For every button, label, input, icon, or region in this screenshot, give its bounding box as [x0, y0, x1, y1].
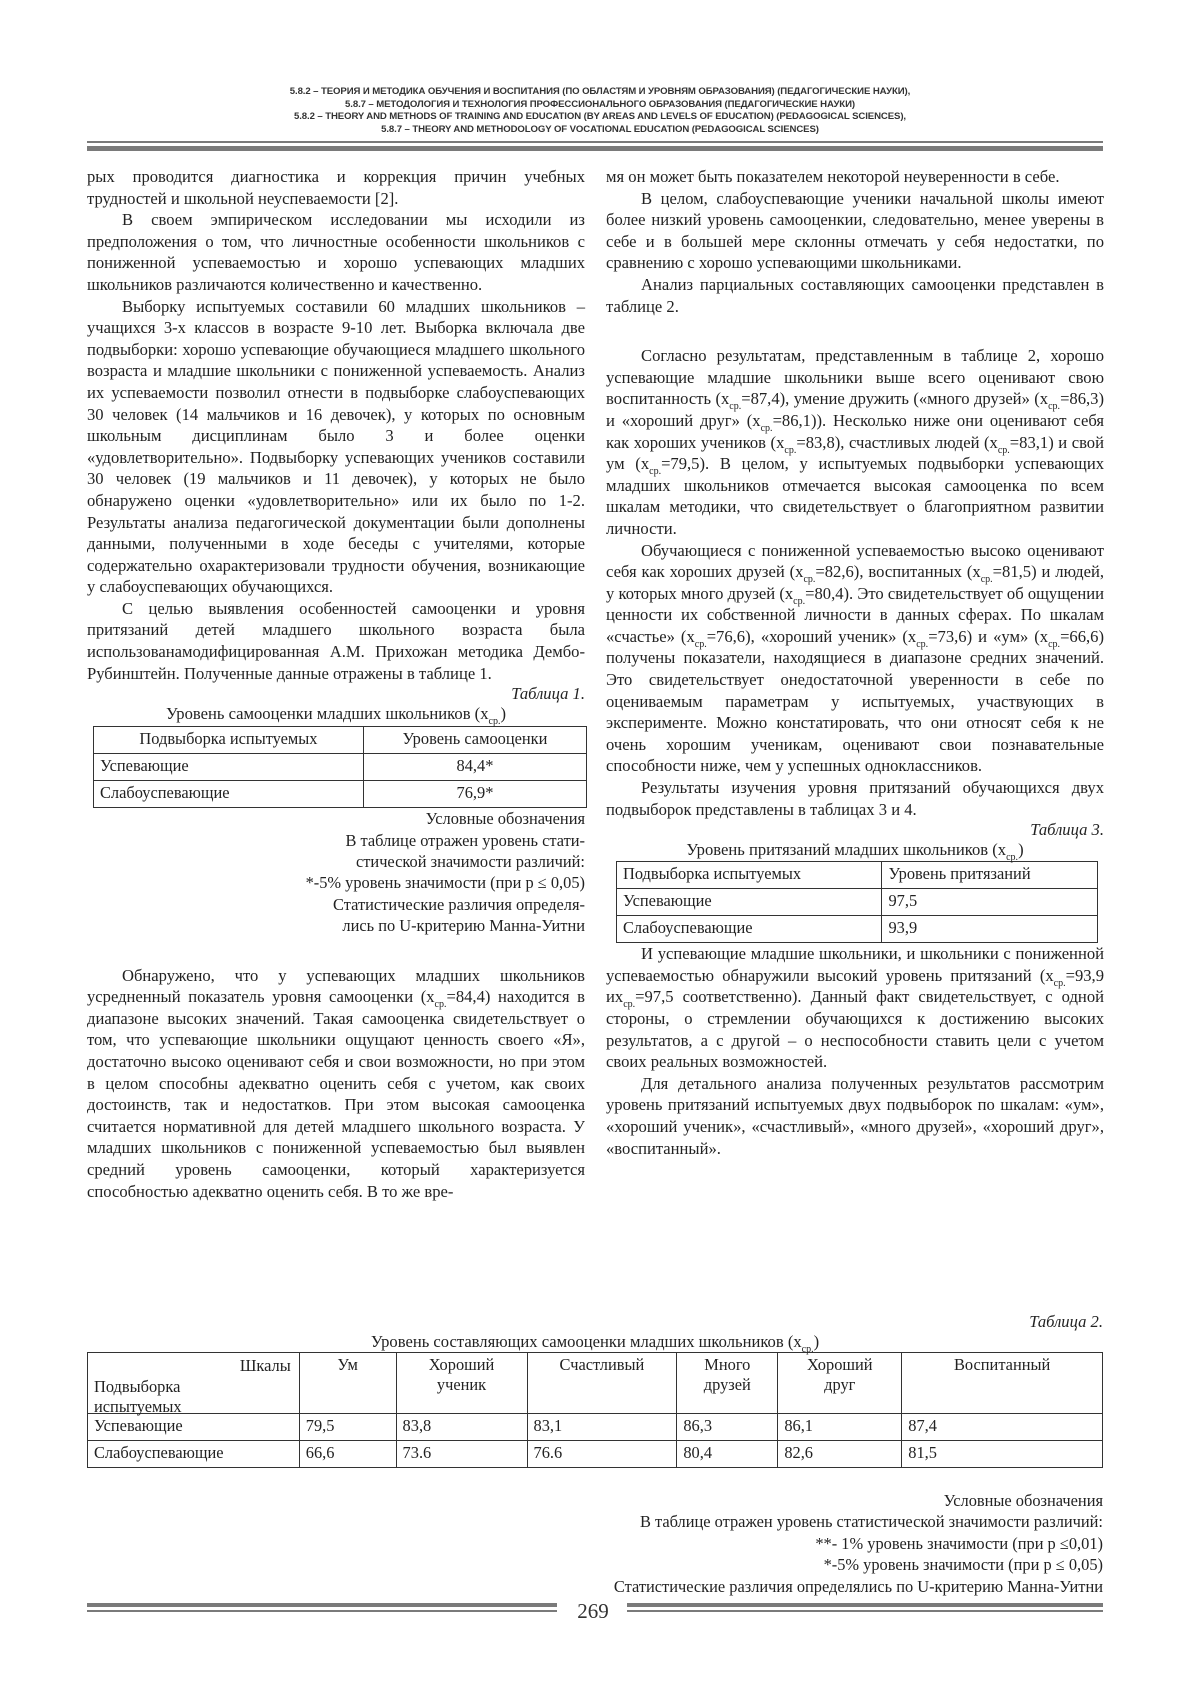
table-row: [88, 1414, 1103, 1441]
note-line: *-5% уровень значимости (при p ≤ 0,05): [823, 1555, 1103, 1575]
paragraph: С целью выявления особенностей самооценки и уровня притязаний детей младшего школьного возраста была использованамодифицированная А.М. Прихожан методика Дембо-Рубинштейн. Полученные данные отражены в таблице 1.: [87, 598, 585, 683]
table-cell: 66,6: [299, 1441, 396, 1468]
table3: [616, 861, 1098, 943]
table-cell: Слабоуспевающие: [617, 916, 882, 943]
table-row: [94, 781, 587, 808]
table-header-cell: Уровень притязаний: [882, 862, 1098, 889]
header-rule-thick: [87, 146, 1103, 151]
footer-rule-right-thin: [627, 1610, 1103, 1612]
note-line: стической значимости различий:: [355, 852, 585, 872]
table-cell: Слабоуспевающие: [94, 781, 364, 808]
paragraph: рых проводится диагностика и коррекция причин учебных трудностей и школьной неуспеваемости [2].: [87, 167, 585, 208]
note-line: В таблице отражен уровень стати-: [345, 830, 585, 850]
table-header-cell: Хороший друг: [778, 1353, 902, 1414]
paragraph: Обнаружено, что у успевающих младших школьников усредненный показатель уровня самооценки $(x_{ср.}=84,4)$ находится в диапазоне высоких значений. Такая самооценка свидетельствует о том, что успевающие школьники ощущают ценность своего «Я», достаточно высоко оценивают себя и свои возможности, но при этом в целом способны адекватно оценить себя с учетом, как своих достоинств, так и недостатков. При этом высокая самооценка считается нормативной для детей младшего школьного возраста. У младших школьников с пониженной успеваемостью был выявлен средний уровень самооценки, который характеризуется способностью адекватно оценить себя. В то же вре-: [87, 965, 585, 1201]
table-header-cell: Подвыборка испытуемых: [617, 862, 882, 889]
paragraph: И успевающие младшие школьники, и школьники с пониженной успеваемостью обнаружили высокий уровень притязаний ($x_{ср.}=93,9$ $иx_{ср.}=97,5$ соответственно). Данный факт свидетельствует, с одной стороны, о стремлении обучающихся к достижению высоких результатов, а с другой – о неспособности ставить цели с учетом своих реальных возможностей.: [606, 944, 1104, 1072]
table-header-cell: Счастливый: [527, 1353, 677, 1414]
note-line: **- 1% уровень значимости (при p ≤0,01): [815, 1533, 1103, 1553]
running-head: [0, 86, 1200, 136]
paragraph: Выборку испытуемых составили 60 младших школьников – учащихся 3-х классов в возрасте 9-10 лет. Выборка включала две подвыборки: хорошо успевающие обучающиеся младшего школьного возраста и младшие школьники с пониженной успеваемость. Анализ их успеваемости позволил отнести в подвыборке слабоуспевающих 30 человек (14 мальчиков и 16 девочек), у которых по основным школьным дисциплинам было 3 и более оценки «удовлетворительно». Подвыборку успевающих учеников составили 30 человек (19 мальчиков и 11 девочек), у которых не было обнаружено оценки «удовлетворительно» или их было по 1-2. Результаты анализа педагогической документации были дополнены данными, полученными в ходе беседы с учителями, которые содержательно охарактеризовали трудности обучения, возникающие у слабоуспевающих обучающихся.: [87, 296, 585, 597]
table2-notes: [614, 1490, 1103, 1597]
paragraph: Согласно результатам, представленным в таблице 2, хорошо успевающие младшие школьники выше всего оценивают свою воспитанность $(x_{ср.}=87,4)$, умение дружить («много друзей» $(x_{ср.}=86,3)$ и «хороший друг» $(x_{ср.}=86,1)$). Несколько ниже они оценивают себя как хороших учеников $(x_{ср.}=83,8)$, счастливых людей $(x_{ср.}=83,1)$ и свой ум $(x_{ср.}=79,5)$. В целом, у испытуемых подвыборки успевающих младших школьников отмечается высокая самооценка по всем шкалам методики, что свидетельствует о благоприятном развитии личности.: [606, 346, 1104, 538]
note-line: Условные обозначения: [943, 1491, 1103, 1510]
table-row: [88, 1441, 1103, 1468]
left-column: [87, 166, 585, 1202]
running-head-line: 5.8.2 – THEORY AND METHODS OF TRAINING AND EDUCATION (BY AREAS AND LEVELS OF EDUCATION) (PEDAGOGICAL SCIENCES),: [293, 111, 906, 122]
paragraph: Анализ парциальных составляющих самооценки представлен в таблице 2.: [606, 274, 1104, 316]
table-header-row: [94, 727, 587, 754]
table-header-row: [617, 862, 1098, 889]
table3-label: Таблица 3.: [1030, 820, 1104, 840]
table-cell: 76,9*: [363, 781, 586, 808]
corner-scales-label: Шкалы: [239, 1356, 291, 1375]
table1-label: Таблица 1.: [511, 684, 585, 704]
table-cell: 83,1: [527, 1414, 677, 1441]
table-cell: 82,6: [778, 1441, 902, 1468]
footer-rule-left-thick: [87, 1603, 557, 1607]
table-cell: 73.6: [396, 1441, 527, 1468]
table-cell: 76.6: [527, 1441, 677, 1468]
table-cell: Успевающие: [617, 889, 882, 916]
page-number: 269: [577, 1599, 609, 1623]
note-line: *-5% уровень значимости (при p ≤ 0,05): [305, 873, 585, 893]
paragraph: Для детального анализа полученных результатов рассмотрим уровень притязаний испытуемых двух подвыборок по шкалам: «ум», «хороший ученик», «счастливый», «много друзей», «хороший друг», «воспитанный».: [606, 1073, 1104, 1158]
running-head-line: 5.8.7 – МЕТОДОЛОГИЯ И ТЕХНОЛОГИЯ ПРОФЕССИОНАЛЬНОГО ОБРАЗОВАНИЯ (ПЕДАГОГИЧЕСКИЕ НАУКИ): [345, 98, 855, 110]
right-column: [606, 166, 1104, 1159]
note-line: Условные обозначения: [425, 809, 585, 829]
table-cell: 84,4*: [363, 754, 586, 781]
table-cell: 97,5: [882, 889, 1098, 916]
table-header-row: [88, 1353, 1103, 1414]
table-row: [617, 916, 1098, 943]
table-row: [94, 754, 587, 781]
table-cell: 87,4: [902, 1414, 1103, 1441]
table-header-cell: Ум: [299, 1353, 396, 1414]
table-cell: 79,5: [299, 1414, 396, 1441]
table2-label: Таблица 2.: [1029, 1312, 1103, 1331]
table-cell: 83,8: [396, 1414, 527, 1441]
table-cell: 86,3: [677, 1414, 778, 1441]
paragraph: В своем эмпирическом исследовании мы исходили из предположения о том, что личностные особенности школьников с пониженной успеваемостью и хорошо успевающих младших школьников различаются количественно и качественно.: [87, 210, 585, 294]
table-header-cell: Уровень самооценки: [363, 727, 586, 754]
table2-title: Уровень составляющих самооценки младших школьников $(x_{ср.})$: [370, 1332, 820, 1355]
table-corner-cell: [88, 1353, 300, 1414]
table2-block: [87, 1312, 1103, 1468]
table-cell: 81,5: [902, 1441, 1103, 1468]
running-head-line: 5.8.2 – ТЕОРИЯ И МЕТОДИКА ОБУЧЕНИЯ И ВОСПИТАНИЯ (ПО ОБЛАСТЯМ И УРОВНЯМ ОБРАЗОВАНИЯ) (ПЕДАГОГИЧЕСКИЕ НАУКИ),: [289, 86, 911, 97]
paragraph: Обучающиеся с пониженной успеваемостью высоко оценивают себя как хороших друзей $(x_{ср.}=82,6)$, воспитанных $(x_{ср.}=81,5)$ и людей, у которых много друзей $(x_{ср.}=80,4)$. Это свидетельствует об ощущении ценности их собственной личности в данных сферах. По шкалам «счастье» $(x_{ср.}=76,6)$, «хороший ученик» $(x_{ср.}=73,6)$ и «ум» $(x_{ср.}=66,6)$ получены показатели, находящиеся в диапазоне средних значений. Это свидетельствует онедостаточной уверенности в себе по оцениваемым параметрам у испытуемых, участвующих в эксперименте. Можно констатировать, что они относят себя к не очень хорошим ученикам, оценивают свои познавательные способности ниже, чем у успешных одноклассников.: [606, 540, 1104, 776]
corner-group-label: Подвыборка испытуемых: [94, 1377, 182, 1416]
table1: [93, 726, 587, 808]
table-header-cell: Подвыборка испытуемых: [94, 727, 364, 754]
table-header-cell: Воспитанный: [902, 1353, 1103, 1414]
note-line: Статистические различия определя-: [333, 894, 585, 914]
paragraph: мя он может быть показателем некоторой неуверенности в себе.: [606, 167, 1060, 186]
table-cell: Успевающие: [88, 1414, 300, 1441]
table1-notes: [87, 808, 585, 936]
running-head-line: 5.8.7 – THEORY AND METHODOLOGY OF VOCATIONAL EDUCATION (PEDAGOGICAL SCIENCES): [381, 123, 819, 135]
table-cell: 93,9: [882, 916, 1098, 943]
note-line: В таблице отражен уровень статистической значимости различий:: [639, 1512, 1103, 1532]
table-header-cell: Хороший ученик: [396, 1353, 527, 1414]
footer-rule-left-thin: [87, 1610, 557, 1612]
paragraph: Результаты изучения уровня притязаний обучающихся двух подвыборок представлены в таблицах 3 и 4.: [606, 778, 1104, 819]
table-cell: Слабоуспевающие: [88, 1441, 300, 1468]
table-row: [617, 889, 1098, 916]
paragraph: В целом, слабоуспевающие ученики начальной школы имеют более низкий уровень самооценкии, следовательно, менее уверены в себе и в большей мере склонны отмечать у себя недостатки, по сравнению с хорошо успевающими школьниками.: [606, 188, 1104, 273]
table-header-cell: Много друзей: [677, 1353, 778, 1414]
note-line: Статистические различия определялись по U-критерию Манна-Уитни: [613, 1576, 1103, 1596]
table-cell: 80,4: [677, 1441, 778, 1468]
table1-title: Уровень самооценки младших школьников $(x_{ср.})$: [165, 704, 506, 728]
table2: [87, 1352, 1103, 1468]
table-cell: 86,1: [778, 1414, 902, 1441]
table-cell: Успевающие: [94, 754, 364, 781]
footer-rule-right-thick: [627, 1603, 1103, 1607]
table3-title: Уровень притязаний младших школьников $(x_{ср.})$: [686, 840, 1024, 864]
note-line: лись по U-критерию Манна-Уитни: [342, 916, 585, 936]
header-rule-thin: [87, 141, 1103, 143]
